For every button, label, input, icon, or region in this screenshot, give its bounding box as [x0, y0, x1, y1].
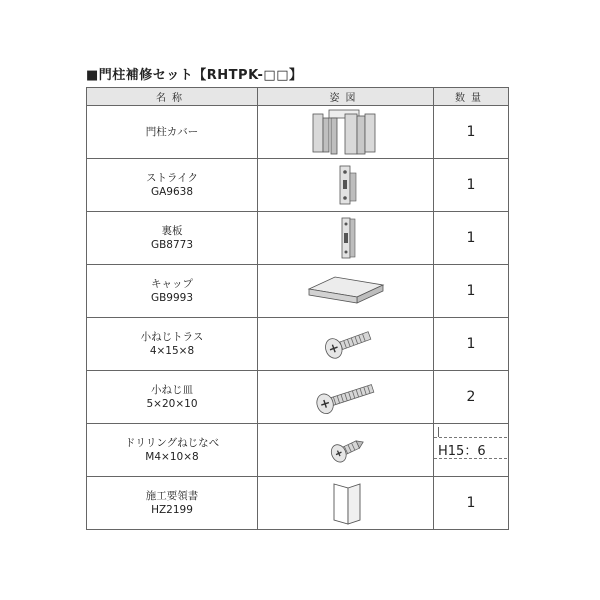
cap-icon — [301, 269, 391, 313]
part-name-cell — [87, 477, 258, 530]
part-name: 小ねじ皿 — [151, 384, 193, 396]
parts-table — [86, 87, 509, 530]
post-cover-icon — [301, 108, 391, 156]
part-name-cell — [87, 212, 258, 265]
part-code: HZ2199 — [151, 504, 193, 516]
part-name-cell — [87, 106, 258, 159]
part-name: キャップ — [151, 278, 193, 290]
part-code: GA9638 — [150, 186, 194, 198]
table-row — [87, 265, 509, 318]
part-qty: 1 — [434, 477, 509, 530]
part-name: 裏板 — [161, 225, 183, 237]
part-name-cell — [87, 318, 258, 371]
table-row — [87, 424, 509, 477]
flat-head-screw-icon — [306, 375, 386, 419]
header-name: 名称 — [87, 88, 258, 106]
part-name-cell — [87, 265, 258, 318]
part-code: GB8773 — [150, 239, 194, 251]
part-qty: H15：6 — [438, 444, 486, 459]
part-figure-cell — [258, 424, 434, 477]
part-qty: 1 — [434, 212, 509, 265]
part-qty: 1 — [434, 265, 509, 318]
manual-icon — [326, 480, 366, 526]
table-row — [87, 212, 509, 265]
page-title: ■門柱補修セット【RHTPK-□□】 — [86, 68, 303, 83]
part-name: 施工要領書 — [145, 490, 199, 502]
part-qty: 1 — [434, 318, 509, 371]
part-qty-cell — [434, 424, 509, 477]
header-figure: 姿図 — [258, 88, 434, 106]
part-name: ストライク — [146, 172, 198, 184]
header-qty: 数量 — [434, 88, 509, 106]
part-name: 小ねじトラス — [140, 331, 204, 343]
strike-plate-icon — [326, 163, 366, 207]
part-code: M4×10×8 — [145, 451, 199, 463]
table-row — [87, 318, 509, 371]
table-row — [87, 477, 509, 530]
part-name: ドリリングねじなべ — [124, 437, 220, 449]
part-figure-cell — [258, 212, 434, 265]
table-row — [87, 159, 509, 212]
part-figure-cell — [258, 477, 434, 530]
part-name-cell — [87, 424, 258, 477]
part-figure-cell — [258, 371, 434, 424]
part-figure-cell — [258, 265, 434, 318]
back-plate-icon — [326, 215, 366, 261]
table-header-row — [87, 88, 509, 106]
part-name-cell — [87, 371, 258, 424]
part-figure-cell — [258, 106, 434, 159]
part-figure-cell — [258, 318, 434, 371]
part-qty: 2 — [434, 371, 509, 424]
part-qty: 1 — [434, 106, 509, 159]
part-code: 4×15×8 — [149, 345, 195, 357]
part-name: 門柱カバー — [145, 126, 199, 138]
table-row — [87, 371, 509, 424]
part-code: GB9993 — [150, 292, 194, 304]
part-qty: 1 — [434, 159, 509, 212]
part-figure-cell — [258, 159, 434, 212]
part-code: 5×20×10 — [146, 398, 198, 410]
part-name-cell — [87, 159, 258, 212]
drilling-screw-icon — [321, 430, 371, 470]
table-row — [87, 106, 509, 159]
truss-screw-icon — [311, 322, 381, 366]
